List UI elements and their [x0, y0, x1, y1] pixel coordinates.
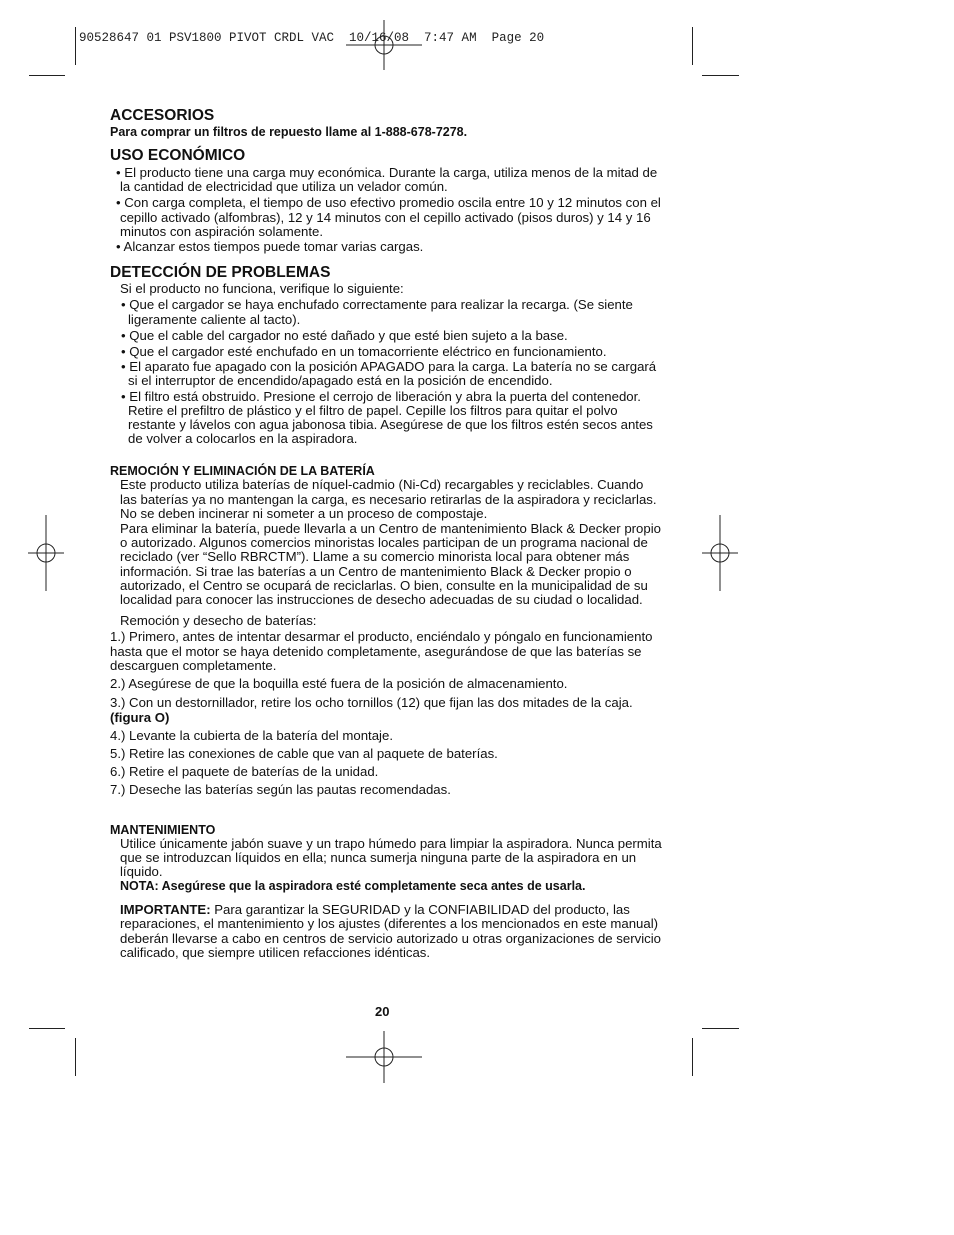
crop-mark [75, 27, 76, 65]
deteccion-item: • El filtro está obstruido. Presione el cerrojo de liberación y abra la puerta del contenedor. Retire el prefiltro de plástico y el filtro de papel. Cepille los filtros para quitar el polvo restante y lávelos con agua jabonosa tibia. Asegúrese de que los filtros estén secos antes de volver a colocarlos en la aspiradora. [121, 388, 653, 447]
registration-mark-icon [702, 515, 738, 591]
remocion-step: 4.) Levante la cubierta de la batería del montaje. [110, 727, 393, 743]
figure-reference: (figura O) [110, 709, 170, 725]
remocion-subheading: Remoción y desecho de baterías: [120, 613, 317, 629]
uso-item: • Con carga completa, el tiempo de uso efectivo promedio oscila entre 10 y 12 minutos con el cepillo activado (alfombras), 12 y 14 minutos con el cepillo activado (pisos duros) y 14 y 16 minutos con aspiración solamente. [116, 195, 661, 239]
mantenimiento-nota: NOTA: Asegúrese que la aspiradora esté completamente seca antes de usarla. [120, 879, 586, 894]
importante-text: Para garantizar la SEGURIDAD y la CONFIABILIDAD del producto, las reparaciones, el mantenimiento y los ajustes (diferentes a los mencionados en este manual) deberán llevarse a cabo en centros de servicio autorizado u otras organizaciones de servicio calificado, que siempre utilicen refacciones idénticas. [120, 902, 661, 960]
crop-mark [702, 1028, 739, 1029]
registration-mark-icon [346, 20, 422, 70]
heading-deteccion: DETECCIÓN DE PROBLEMAS [110, 264, 331, 282]
deteccion-intro: Si el producto no funciona, verifique lo siguiente: [120, 281, 404, 297]
accesorios-line: Para comprar un filtros de repuesto llame al 1-888-678-7278. [110, 125, 468, 139]
mantenimiento-importante [110, 903, 662, 960]
mantenimiento-paragraph: Utilice únicamente jabón suave y un trapo húmedo para limpiar la aspiradora. Nunca permita que se introduzcan líquidos en ella; nunca sumerja ninguna parte de la aspiradora en un líquido. [120, 835, 662, 879]
print-slug: 90528647 01 PSV1800 PIVOT CRDL VAC 10/16/08 7:47 AM Page 20 [79, 31, 545, 45]
deteccion-item: • Que el cargador se haya enchufado correctamente para realizar la recarga. (Se siente ligeramente caliente al tacto). [121, 297, 633, 327]
page-number: 20 [375, 1004, 390, 1019]
remocion-step: 5.) Retire las conexiones de cable que van al paquete de baterías. [110, 745, 498, 761]
remocion-step: 7.) Deseche las baterías según las pautas recomendadas. [110, 782, 451, 798]
deteccion-item: • Que el cable del cargador no esté dañado y que esté bien sujeto a la base. [121, 327, 568, 343]
registration-mark-icon [346, 1031, 422, 1083]
heading-uso-economico: USO ECONÓMICO [110, 147, 246, 164]
heading-remocion: REMOCIÓN Y ELIMINACIÓN DE LA BATERÍA [110, 464, 375, 479]
crop-mark [692, 27, 693, 65]
remocion-step [110, 696, 662, 724]
crop-mark [692, 1038, 693, 1076]
deteccion-item: • El aparato fue apagado con la posición APAGADO para la carga. La batería no se cargará si el interruptor de encendido/apagado está en la posición de encendido. [121, 359, 657, 389]
remocion-step: 6.) Retire el paquete de baterías de la unidad. [110, 764, 379, 780]
remocion-step: 1.) Primero, antes de intentar desarmar el producto, enciéndalo y póngalo en funcionamiento hasta que el motor se haya detenido completamente, asegurándose de que las baterías se descarguen completamente. [110, 629, 653, 673]
remocion-step: 2.) Asegúrese de que la boquilla esté fuera de la posición de almacenamiento. [110, 676, 568, 692]
remocion-step-text: 3.) Con un destornillador, retire los ocho tornillos (12) que fijan las dos mitades de la caja. [110, 695, 633, 711]
registration-mark-icon [28, 515, 64, 591]
crop-mark [29, 1028, 65, 1029]
crop-mark [29, 75, 65, 76]
heading-mantenimiento: MANTENIMIENTO [110, 822, 216, 837]
uso-item: • Alcanzar estos tiempos puede tomar varias cargas. [116, 239, 424, 255]
remocion-paragraph: Para eliminar la batería, puede llevarla a un Centro de mantenimiento Black & Decker propio o autorizado. Algunos comercios minoristas locales participan de un programa nacional de reciclado (ver “Sello RBRCTM”). Llame a su comercio minorista local para obtener más información. Si trae las baterías a un Centro de mantenimiento Black & Decker propio o autorizado, el Centro se ocupará de reciclarlas. O bien, consulte en la municipalidad de su localidad para conocer las instrucciones de desecho adecuadas de su ciudad o localidad. [120, 521, 661, 608]
deteccion-item: • Que el cargador esté enchufado en un tomacorriente eléctrico en funcionamiento. [121, 344, 607, 360]
crop-mark [75, 1038, 76, 1076]
page-content [110, 107, 662, 960]
remocion-paragraph: Este producto utiliza baterías de níquel-cadmio (Ni-Cd) recargables y reciclables. Cuando las baterías ya no mantengan la carga, es necesario retirarlas de la aspiradora y reciclarlas. No se deben incinerar ni someter a un proceso de compostaje. [120, 477, 657, 521]
crop-mark [702, 75, 739, 76]
heading-accesorios: ACCESORIOS [110, 107, 215, 124]
importante-label: IMPORTANTE: [120, 902, 211, 918]
uso-item: • El producto tiene una carga muy económica. Durante la carga, utiliza menos de la mitad de la cantidad de electricidad que utiliza un velador común. [116, 165, 658, 195]
